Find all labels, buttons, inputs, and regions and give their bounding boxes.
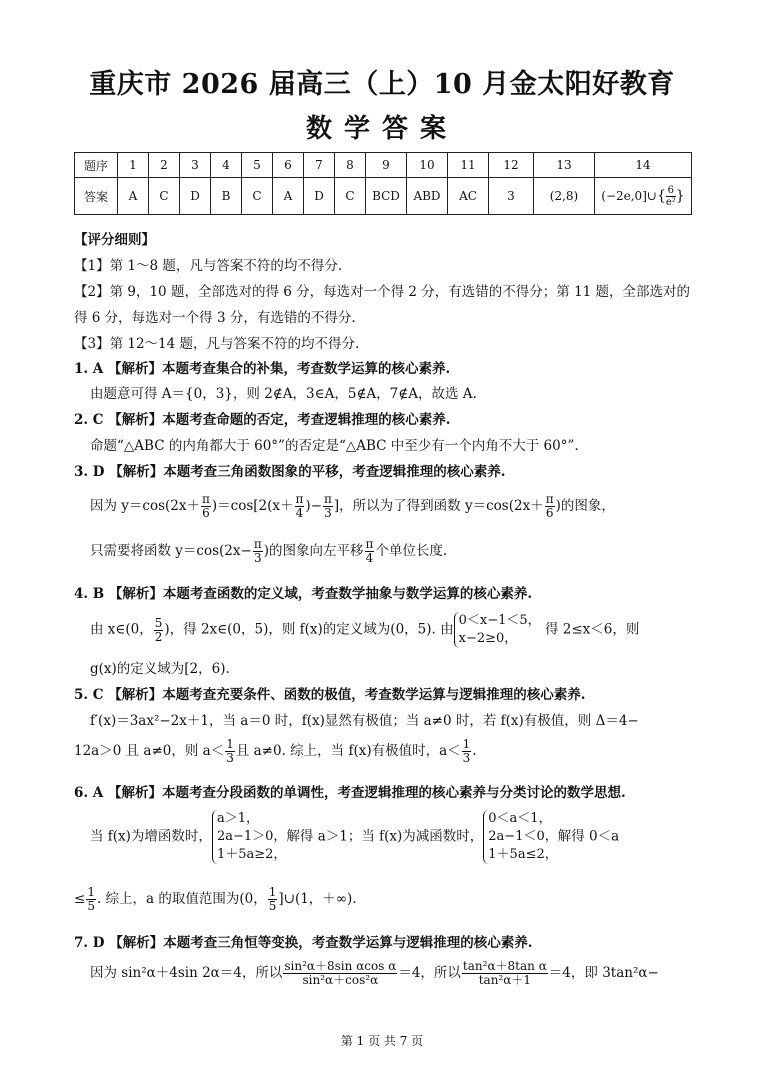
answer-table-answer-row: [75, 178, 692, 215]
text: 12a＞0 且 a≠0，则 a＜: [74, 743, 225, 759]
fraction-denominator: 5: [87, 899, 95, 913]
rules-heading: 【评分细则】: [74, 232, 155, 248]
q7-line-1: [90, 960, 720, 987]
text: )＝cos[2(x＋: [211, 498, 294, 514]
table-cell: D: [304, 178, 335, 215]
fraction-denominator: e²: [665, 196, 676, 208]
text: 由 x∈(0，: [90, 621, 153, 638]
table-cell: 1: [118, 153, 149, 178]
table-cell: AC: [448, 178, 489, 215]
q2-body: 命题“△ABC 的内角都大于 60°”的否定是“△ABC 中至少有一个内角不大于 60°”.: [90, 438, 579, 454]
text: 解得 0＜a: [557, 828, 620, 845]
fraction-denominator: 4: [365, 551, 374, 565]
answer-14-prefix: (−2e,0]∪: [601, 188, 657, 203]
fraction-numerator: π: [545, 492, 554, 506]
q4-heading: 4. B 【解析】本题考查函数的定义域，考查数学抽象与数学运算的核心素养.: [74, 586, 533, 602]
table-cell: A: [118, 178, 149, 215]
answer-14-fraction: [666, 185, 676, 208]
system-row: x−2≥0，: [458, 631, 518, 646]
text: ＝4，所以: [398, 965, 461, 981]
fraction-denominator: 3: [226, 751, 234, 765]
table-cell: 4: [211, 153, 242, 178]
fraction: [462, 960, 548, 987]
text: ＝4，即 3tan²α−: [548, 965, 659, 981]
table-cell: 11: [448, 153, 489, 178]
table-cell: 3: [489, 178, 534, 215]
rule-3: 【3】第 12～14 题，凡与答案不符的均不得分.: [74, 336, 360, 352]
fraction-denominator: 3: [462, 751, 471, 765]
fraction-numerator: 1: [268, 885, 277, 899]
q3-line-1: [90, 493, 720, 520]
table-cell: 14: [595, 153, 692, 178]
q1-heading: 1. A 【解析】本题考查集合的补集，考查数学运算的核心素养.: [74, 361, 451, 377]
fraction: [365, 538, 375, 565]
fraction: [86, 886, 96, 913]
page-footer: 第 1 页 共 7 页: [340, 1034, 424, 1048]
fraction-numerator: π: [365, 537, 374, 551]
fraction-denominator: 2: [154, 629, 163, 644]
fraction: [462, 738, 472, 765]
system-row: a＞1，: [216, 811, 259, 826]
fraction-numerator: π: [202, 492, 210, 506]
system-row: 2a−1＜0，: [488, 829, 558, 844]
answer-table: [74, 152, 692, 215]
q4-line-1: [90, 612, 720, 648]
q1-body: 由题意可得 A＝{0，3}，则 2∉A，3∈A，5∉A，7∉A，故选 A.: [90, 386, 477, 402]
fraction-numerator: 1: [87, 885, 95, 899]
system-row: 1＋5a≤2，: [488, 847, 558, 862]
fraction-numerator: 1: [226, 737, 234, 751]
fraction: [283, 960, 397, 987]
table-cell: D: [180, 178, 211, 215]
inequality-system: [212, 810, 286, 864]
table-cell: 6: [273, 153, 304, 178]
fraction-denominator: 6: [202, 506, 210, 520]
fraction: [201, 493, 211, 520]
fraction-numerator: 6: [667, 184, 675, 196]
answer-table-number-row: [75, 153, 692, 178]
text: ]，所以为了得到函数 y＝cos(2x＋: [333, 498, 544, 514]
table-cell: 7: [304, 153, 335, 178]
rule-2a: 【2】第 9，10 题，全部选对的得 6 分，每选对一个得 2 分，有选错的不得分；第 11 题，全部选对的: [74, 284, 691, 300]
table-cell: C: [335, 178, 366, 215]
table-cell: 2: [149, 153, 180, 178]
inequality-system: [454, 612, 541, 648]
q6-line-2: [74, 886, 704, 913]
page-subtitle: 数学答案: [305, 114, 458, 144]
text: 只需要将函数 y＝cos(2x−: [90, 543, 252, 559]
fraction-numerator: 1: [462, 737, 471, 751]
fraction-numerator: π: [253, 537, 262, 551]
text: 解得 a＞1；当 f(x)为减函数时，: [286, 828, 484, 845]
table-cell: 10: [407, 153, 448, 178]
q6-heading: 6. A 【解析】本题考查分段函数的单调性，考查逻辑推理的核心素养与分类讨论的数学思想.: [74, 785, 626, 801]
table-cell: 13: [534, 153, 595, 178]
q6-line-1: [90, 810, 720, 864]
fraction-numerator: 5: [154, 615, 163, 630]
fraction-denominator: 5: [268, 899, 277, 913]
text: 且 a≠0. 综上，当 f(x)有极值时，a＜: [235, 743, 461, 759]
q4-line-2: g(x)的定义域为[2，6).: [90, 661, 230, 677]
fraction: [253, 538, 263, 565]
fraction: [545, 493, 555, 520]
q5-line-2: [74, 738, 704, 765]
text: 个单位长度.: [375, 543, 448, 559]
fraction-denominator: 6: [545, 506, 554, 520]
table-cell: A: [273, 178, 304, 215]
q7-heading: 7. D 【解析】本题考查三角恒等变换，考查数学运算与逻辑推理的核心素养.: [74, 935, 533, 951]
text: )的图象向左平移: [263, 543, 364, 559]
table-cell: B: [211, 178, 242, 215]
table-cell: 9: [366, 153, 407, 178]
page-title: 重庆市 2026 届高三（上）10 月金太阳好教育: [89, 69, 675, 100]
table-cell: ABD: [407, 178, 448, 215]
text: 当 f(x)为增函数时，: [90, 828, 212, 845]
fraction-numerator: π: [295, 492, 304, 506]
fraction: [225, 738, 235, 765]
text: 得 2≤x＜6，则: [544, 621, 640, 638]
table-cell: C: [149, 178, 180, 215]
fraction-numerator: tan²α＋8tan α: [462, 959, 547, 973]
fraction: [295, 493, 305, 520]
table-cell: C: [242, 178, 273, 215]
fraction: [323, 493, 333, 520]
text: 因为 sin²α＋4sin 2α＝4，所以: [90, 965, 283, 981]
fraction-denominator: tan²α＋1: [478, 973, 531, 987]
row-label: 答案: [75, 178, 118, 215]
fraction-denominator: 4: [295, 506, 304, 520]
system-row: 1＋5a≥2，: [216, 847, 287, 862]
q3-heading: 3. D 【解析】本题考查三角函数图象的平移，考查逻辑推理的核心素养.: [74, 464, 506, 480]
text: 因为 y＝cos(2x＋: [90, 498, 201, 514]
text: . 综上，a 的取值范围为(0，: [96, 891, 267, 907]
table-cell: 8: [335, 153, 366, 178]
fraction-denominator: 3: [324, 506, 332, 520]
fraction-numerator: π: [324, 492, 332, 506]
q3-line-2: [90, 538, 720, 565]
text: )的图象，: [555, 498, 615, 514]
table-cell: (2,8): [534, 178, 595, 215]
inequality-system: [483, 810, 557, 864]
system-row: 0＜a＜1，: [488, 811, 552, 826]
row-label: 题序: [75, 153, 118, 178]
system-row: 2a−1＞0，: [216, 829, 287, 844]
rule-2b: 得 6 分，每选对一个得 3 分，有选错的不得分.: [74, 310, 356, 326]
fraction-numerator: sin²α＋8sin αcos α: [284, 959, 397, 973]
q2-heading: 2. C 【解析】本题考查命题的否定，考查逻辑推理的核心素养.: [74, 412, 451, 428]
text: )−: [305, 498, 323, 514]
rule-1: 【1】第 1～8 题，凡与答案不符的均不得分.: [74, 258, 343, 274]
text: .: [472, 743, 477, 759]
system-row: 0＜x−1＜5，: [458, 613, 541, 628]
fraction: [268, 886, 278, 913]
table-cell-answer-14: (−2e,0]∪{ $\frac{6}{\text{e²}}$ }: [595, 178, 692, 215]
table-cell: BCD: [366, 178, 407, 215]
text: )，得 2x∈(0，5)，则 f(x)的定义域为(0，5). 由: [164, 621, 454, 638]
fraction: [154, 617, 164, 644]
table-cell: 12: [489, 153, 534, 178]
table-cell: 5: [242, 153, 273, 178]
fraction-denominator: sin²α＋cos²α: [302, 973, 379, 987]
q5-heading: 5. C 【解析】本题考查充要条件、函数的极值，考查数学运算与逻辑推理的核心素养.: [74, 687, 586, 703]
text: ≤: [74, 891, 86, 907]
q5-line-1: f′(x)＝3ax²−2x＋1，当 a＝0 时，f(x)显然有极值；当 a≠0 时，若 f(x)有极值，则 Δ＝4−: [90, 713, 639, 729]
fraction-denominator: 3: [253, 551, 262, 565]
table-cell: 3: [180, 153, 211, 178]
text: ]∪(1，＋∞).: [278, 891, 357, 907]
